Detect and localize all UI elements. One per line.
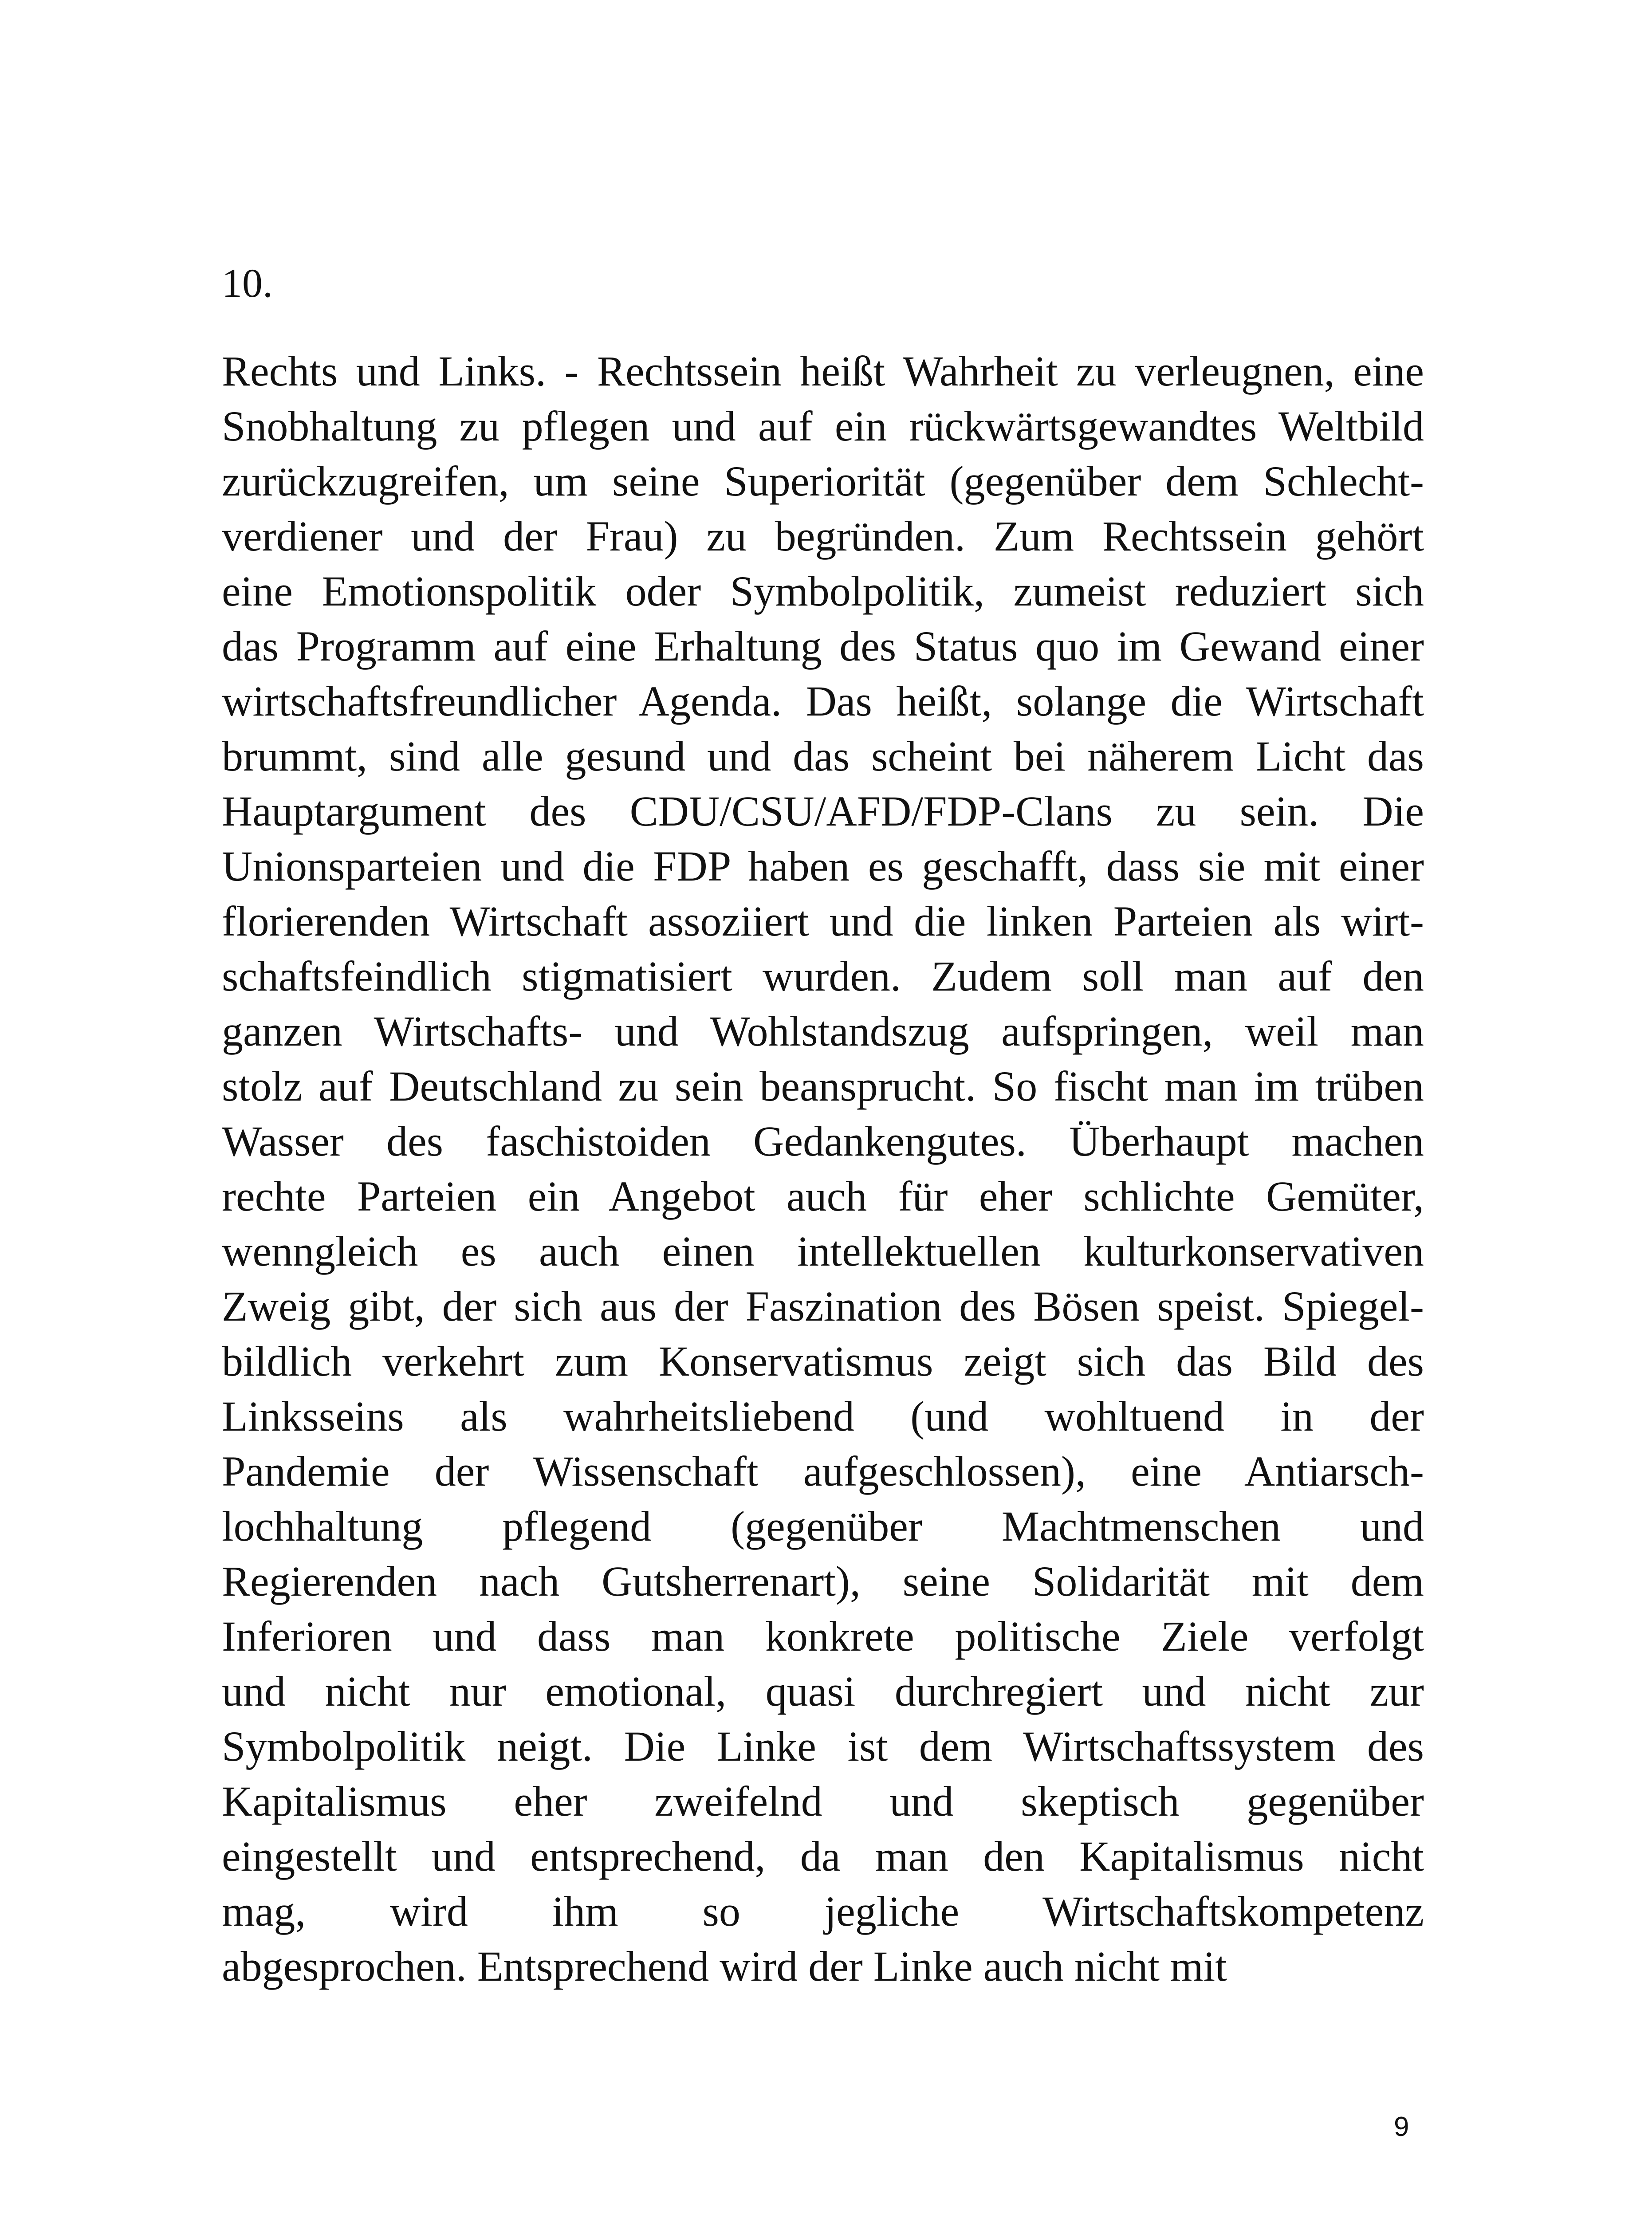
paragraph-line: wirtschaftsfreundlicher Agenda. Das heißt, solange die Wirtschaft — [222, 677, 1424, 725]
paragraph-line: bildlich verkehrt zum Konservatismus zeigt sich das Bild des — [222, 1337, 1424, 1385]
paragraph-line: lochhaltung pflegend (gegenüber Machtmenschen und — [222, 1502, 1424, 1550]
paragraph-line: stolz auf Deutschland zu sein beansprucht. So fischt man im trüben — [222, 1062, 1424, 1110]
paragraph-line: das Programm auf eine Erhaltung des Status quo im Gewand einer — [222, 622, 1424, 670]
paragraph-line: mag, wird ihm so jegliche Wirtschaftskompetenz — [222, 1888, 1424, 1935]
paragraph-line: eine Emotionspolitik oder Symbolpolitik, zumeist reduziert sich — [222, 567, 1424, 615]
paragraph-line: Rechts und Links. - Rechtssein heißt Wahrheit zu verleugnen, eine — [222, 347, 1424, 395]
paragraph-line: Symbolpolitik neigt. Die Linke ist dem Wirtschaftssystem des — [222, 1722, 1424, 1770]
paragraph-line: verdiener und der Frau) zu begründen. Zum Rechtssein gehört — [222, 512, 1424, 560]
paragraph-line: ganzen Wirtschafts- und Wohlstandszug aufspringen, weil man — [222, 1007, 1424, 1055]
paragraph-line: Wasser des faschistoiden Gedankengutes. Überhaupt machen — [222, 1117, 1424, 1165]
paragraph-line: Zweig gibt, der sich aus der Faszination des Bösen speist. Spiegel- — [222, 1282, 1424, 1330]
section-number: 10. — [222, 260, 273, 306]
paragraph-line: Regierenden nach Gutsherrenart), seine Solidarität mit dem — [222, 1557, 1424, 1605]
paragraph-line: Inferioren und dass man konkrete politische Ziele verfolgt — [222, 1612, 1424, 1660]
paragraph-line: Kapitalismus eher zweifelnd und skeptisch gegenüber — [222, 1778, 1424, 1825]
paragraph-line: zurückzugreifen, um seine Superiorität (gegenüber dem Schlecht- — [222, 457, 1424, 505]
paragraph-line: florierenden Wirtschaft assoziiert und die linken Parteien als wirt- — [222, 897, 1424, 945]
paragraph-line: Snobhaltung zu pflegen und auf ein rückwärtsgewandtes Weltbild — [222, 402, 1424, 450]
paragraph-line: brummt, sind alle gesund und das scheint bei näherem Licht das — [222, 732, 1424, 780]
paragraph-line: rechte Parteien ein Angebot auch für eher schlichte Gemüter, — [222, 1172, 1424, 1220]
paragraph-line: und nicht nur emotional, quasi durchregiert und nicht zur — [222, 1667, 1424, 1715]
body-paragraph — [222, 344, 1424, 1994]
paragraph-line: eingestellt und entsprechend, da man den Kapitalismus nicht — [222, 1833, 1424, 1880]
paragraph-line: abgesprochen. Entsprechend wird der Linke auch nicht mit — [222, 1943, 1227, 1990]
paragraph-line: Hauptargument des CDU/CSU/AFD/FDP-Clans zu sein. Die — [222, 787, 1424, 835]
page-number: 9 — [1394, 2112, 1409, 2142]
paragraph-line: schaftsfeindlich stigmatisiert wurden. Zudem soll man auf den — [222, 952, 1424, 1000]
paragraph-line: Linksseins als wahrheitsliebend (und wohltuend in der — [222, 1392, 1424, 1440]
paragraph-line: wenngleich es auch einen intellektuellen kulturkonservativen — [222, 1227, 1424, 1275]
paragraph-line: Pandemie der Wissenschaft aufgeschlossen), eine Antiarsch- — [222, 1447, 1424, 1495]
paragraph-line: Unionsparteien und die FDP haben es geschafft, dass sie mit einer — [222, 842, 1424, 890]
